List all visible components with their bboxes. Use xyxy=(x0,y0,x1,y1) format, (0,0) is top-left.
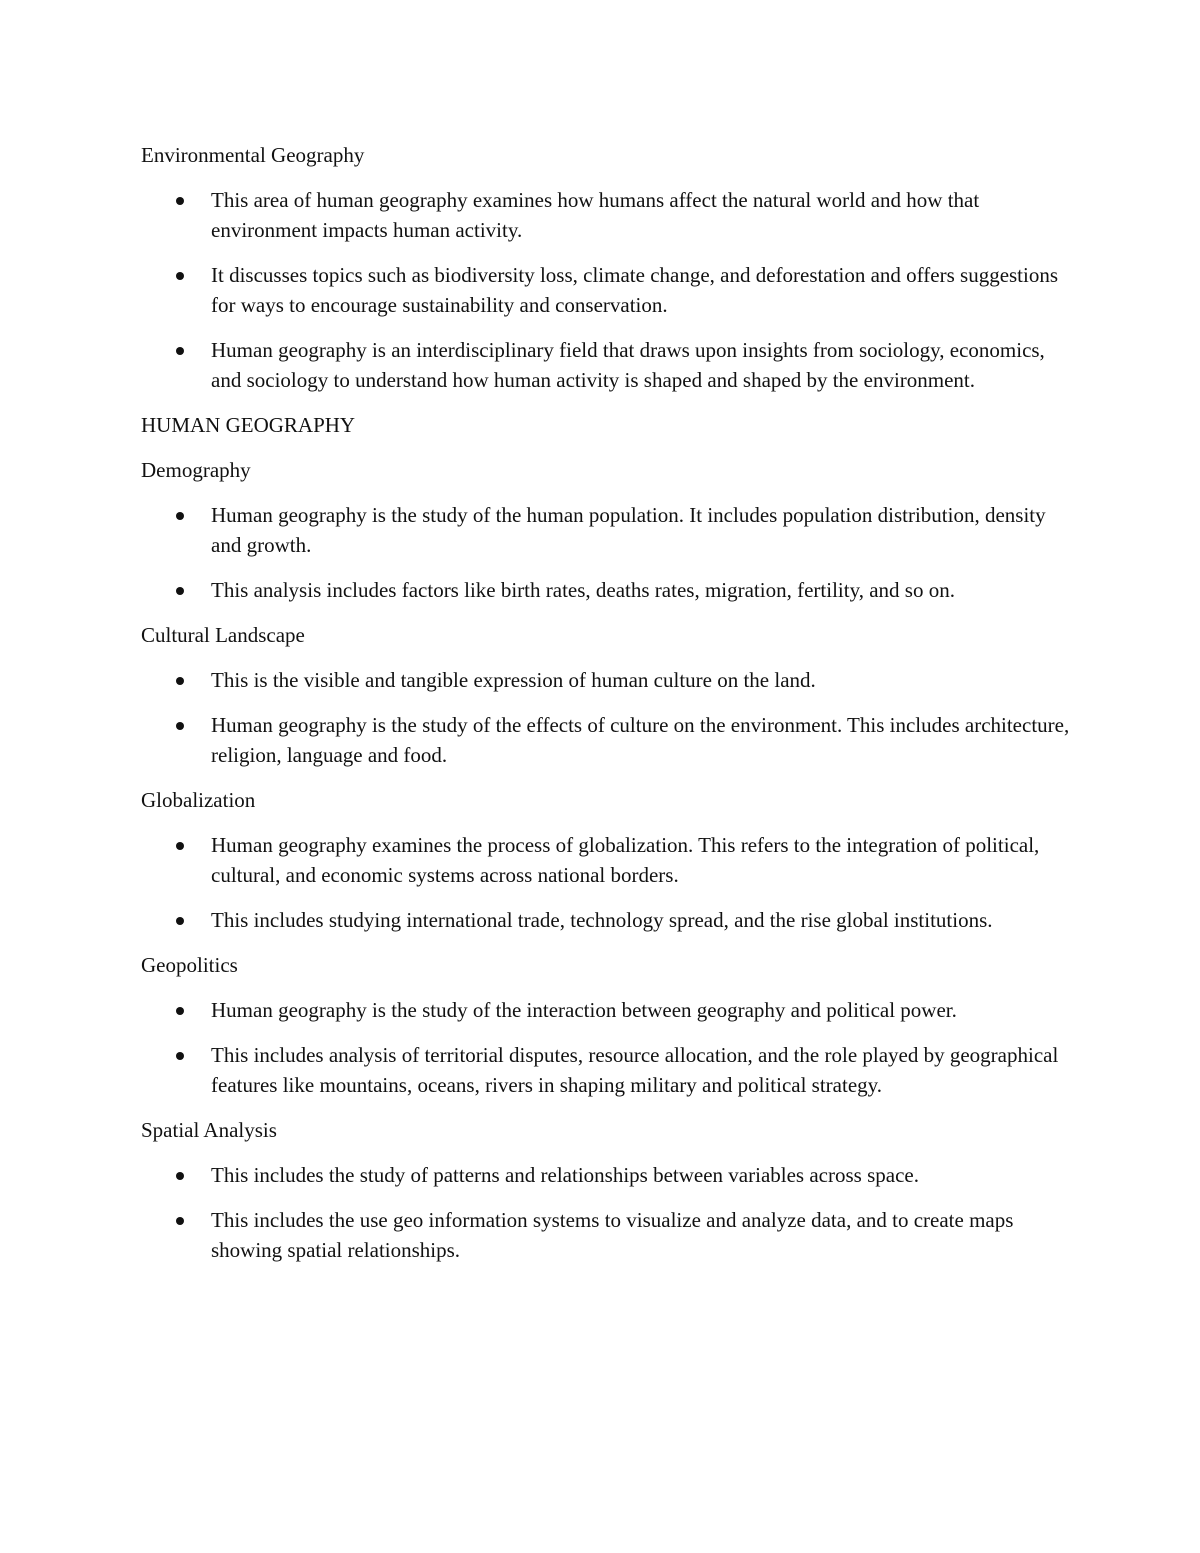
list-item xyxy=(141,830,1071,890)
bullet-icon xyxy=(176,917,184,925)
bullet-icon xyxy=(176,842,184,850)
section-heading: Cultural Landscape xyxy=(141,623,305,647)
section-environmental-geography xyxy=(141,140,1071,395)
section-heading: Globalization xyxy=(141,788,256,812)
list-item xyxy=(141,665,1071,695)
bullet-icon xyxy=(176,1007,184,1015)
bullet-icon xyxy=(176,1217,184,1225)
list-item xyxy=(141,335,1071,395)
list-item-text: This is the visible and tangible expression of human culture on the land. xyxy=(211,668,816,692)
list-item-text: Human geography is the study of the human population. It includes population distribution, density and growth. xyxy=(211,503,1046,557)
bullet-list xyxy=(141,185,1071,395)
section-spatial-analysis xyxy=(141,1115,1071,1265)
list-item xyxy=(141,575,1071,605)
list-item xyxy=(141,995,1071,1025)
section-heading: Demography xyxy=(141,458,251,482)
list-item-text: Human geography is the study of the effects of culture on the environment. This includes architecture, religion, language and food. xyxy=(211,713,1070,767)
list-item-text: It discusses topics such as biodiversity loss, climate change, and deforestation and offers suggestions for ways to encourage sustainability and conservation. xyxy=(211,263,1059,317)
bullet-icon xyxy=(176,197,184,205)
bullet-list xyxy=(141,830,1071,935)
bullet-icon xyxy=(176,272,184,280)
section-heading: Geopolitics xyxy=(141,953,238,977)
section-heading: Spatial Analysis xyxy=(141,1118,277,1142)
list-item-text: Human geography examines the process of globalization. This refers to the integration of political, cultural, and economic systems across national borders. xyxy=(211,833,1040,887)
bullet-list xyxy=(141,500,1071,605)
section-cultural-landscape xyxy=(141,620,1071,770)
bullet-icon xyxy=(176,347,184,355)
section-geopolitics xyxy=(141,950,1071,1100)
list-item xyxy=(141,260,1071,320)
list-item-text: This includes analysis of territorial disputes, resource allocation, and the role played by geographical features like mountains, oceans, rivers in shaping military and political strategy. xyxy=(211,1043,1059,1097)
list-item-text: This area of human geography examines how humans affect the natural world and how that environment impacts human activity. xyxy=(211,188,980,242)
bullet-icon xyxy=(176,587,184,595)
list-item xyxy=(141,1205,1071,1265)
bullet-icon xyxy=(176,512,184,520)
list-item-text: Human geography is an interdisciplinary field that draws upon insights from sociology, economics, and sociology to understand how human activity is shaped and shaped by the environment. xyxy=(211,338,1045,392)
list-item-text: This includes studying international trade, technology spread, and the rise global institutions. xyxy=(211,908,993,932)
list-item xyxy=(141,1040,1071,1100)
bullet-icon xyxy=(176,1172,184,1180)
section-globalization xyxy=(141,785,1071,935)
list-item-text: This includes the use geo information systems to visualize and analyze data, and to create maps showing spatial relationships. xyxy=(211,1208,1014,1262)
list-item xyxy=(141,1160,1071,1190)
section-demography xyxy=(141,455,1071,605)
list-item-text: Human geography is the study of the interaction between geography and political power. xyxy=(211,998,957,1022)
list-item xyxy=(141,905,1071,935)
list-item xyxy=(141,500,1071,560)
bullet-list xyxy=(141,1160,1071,1265)
bullet-icon xyxy=(176,722,184,730)
bullet-icon xyxy=(176,1052,184,1060)
list-item-text: This analysis includes factors like birth rates, deaths rates, migration, fertility, and so on. xyxy=(211,578,955,602)
list-item-text: This includes the study of patterns and relationships between variables across space. xyxy=(211,1163,919,1187)
section-heading: Environmental Geography xyxy=(141,143,365,167)
section-human-geography xyxy=(141,410,1071,440)
list-item xyxy=(141,710,1071,770)
bullet-list xyxy=(141,665,1071,770)
section-heading: HUMAN GEOGRAPHY xyxy=(141,413,356,437)
list-item xyxy=(141,185,1071,245)
bullet-icon xyxy=(176,677,184,685)
document-page xyxy=(141,140,1071,1280)
bullet-list xyxy=(141,995,1071,1100)
